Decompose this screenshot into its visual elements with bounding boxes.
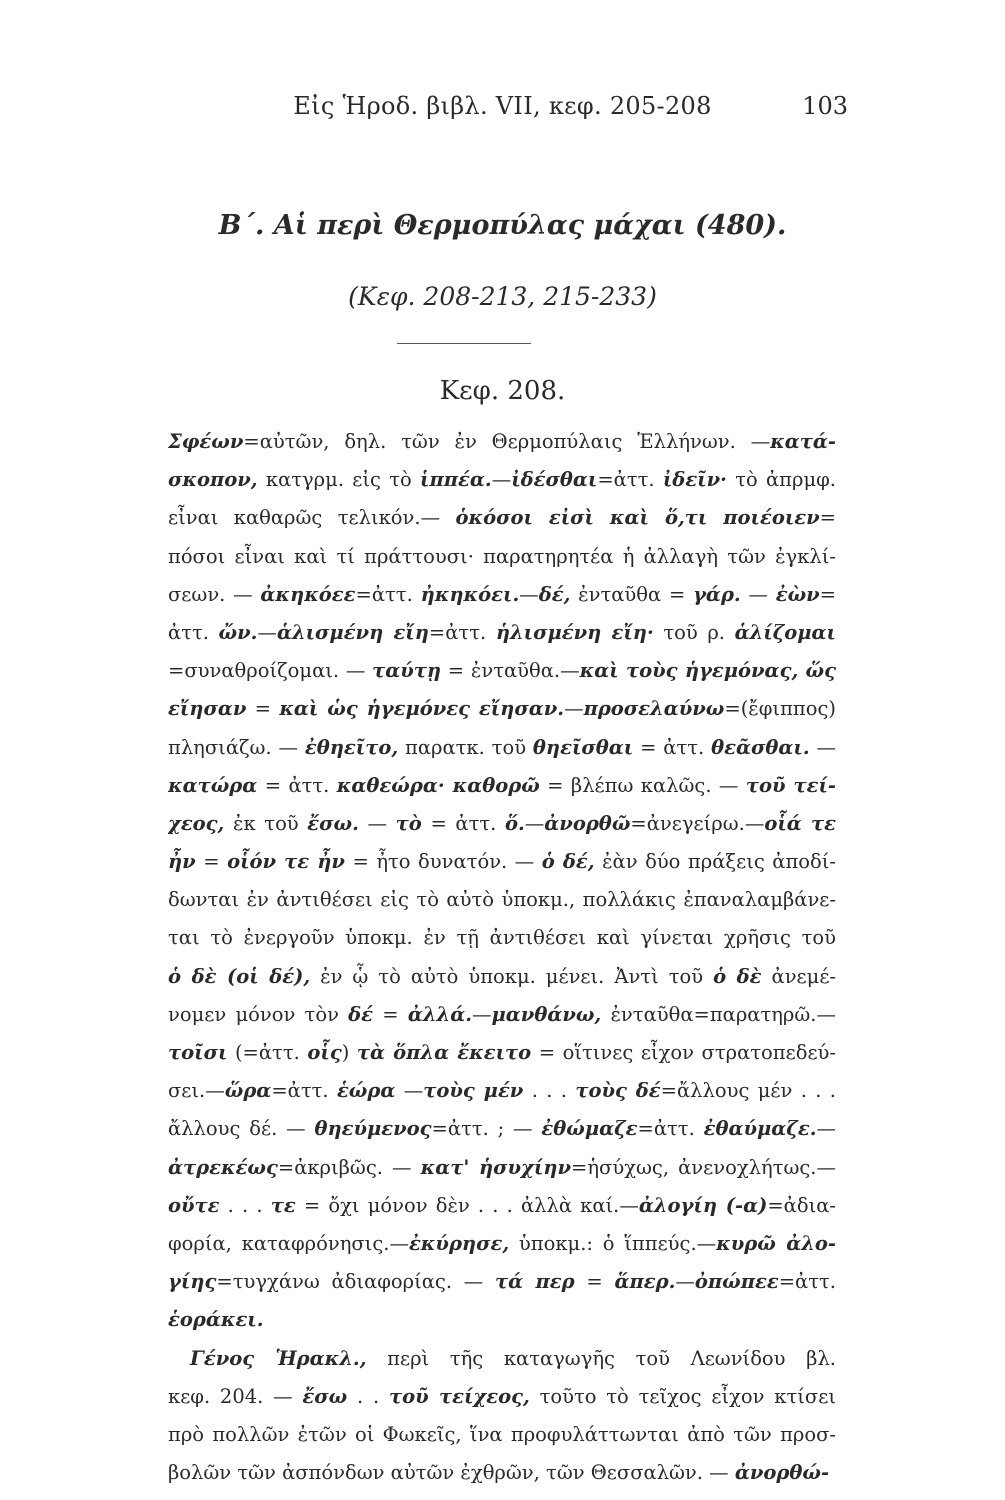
gloss: = — [574, 1270, 615, 1294]
text-line — [168, 690, 836, 728]
lemma: οἷά τε — [764, 811, 836, 835]
gloss: — — [809, 735, 836, 759]
text-line — [168, 958, 836, 996]
lemma: ὁκόσοι εἰσὶ καὶ ὅ,τι ποιέοιεν — [455, 506, 820, 530]
gloss: — — [816, 1117, 836, 1141]
gloss: =ἀττ. — [637, 1117, 704, 1141]
lemma: τε — [270, 1193, 296, 1217]
lemma: ἐὼν — [775, 582, 820, 606]
gloss: = ἀττ. — [257, 773, 337, 797]
text-line — [168, 1454, 836, 1492]
text-line — [168, 461, 836, 499]
gloss: = — [373, 1002, 408, 1026]
lemma: γίης — [168, 1270, 217, 1294]
lemma: καθεώρα· καθορῶ — [336, 773, 540, 797]
text-line — [168, 576, 836, 614]
text-line — [168, 1416, 836, 1454]
lemma: τὸ — [395, 811, 422, 835]
text-line — [168, 652, 836, 690]
lemma: δέ, — [538, 582, 571, 606]
gloss: = οἵτινες εἶχον στρατοπεδεύ- — [531, 1041, 836, 1064]
gloss: =συναθροίζομαι. — — [168, 659, 373, 683]
gloss: =ἄλλους μέν . . . — [660, 1079, 836, 1103]
text-line — [168, 423, 836, 461]
lemma: θηεύμενος — [314, 1117, 432, 1141]
gloss: =ἀκριβῶς. — — [277, 1155, 421, 1179]
text-line — [168, 767, 836, 805]
lemma: καὶ ὡς ἡγεμόνες εἴησαν. — [279, 697, 565, 721]
lemma: ὁ δὲ — [713, 964, 762, 988]
gloss: τοῦ ρ. — [653, 620, 735, 644]
lemma: οὔτε — [168, 1193, 220, 1217]
gloss: εἶναι καθαρῶς τελικόν.— — [168, 506, 456, 530]
lemma: ἦν — [168, 850, 196, 874]
running-title: Εἰς Ἡροδ. βιβλ. VII, κεφ. 205-208 — [293, 92, 712, 120]
gloss: — — [491, 468, 512, 492]
section-range: (Κεφ. 208-213, 215-233) — [348, 282, 657, 311]
text-line — [168, 729, 836, 767]
lemma: ἠκηκόει. — [420, 582, 520, 606]
gloss: ἀνεμέ- — [761, 964, 836, 988]
gloss: νομεν μόνον τὸν — [168, 1002, 349, 1026]
lemma: ἔσω. — [307, 811, 359, 835]
lemma: προσελαύνω — [583, 697, 725, 721]
gloss: ἐκ τοῦ — [224, 811, 308, 835]
gloss: — — [395, 1079, 424, 1103]
text-line — [168, 1378, 836, 1416]
gloss: — — [257, 620, 277, 644]
gloss: σεων. — — [168, 582, 261, 606]
lemma: ταύτῃ — [372, 659, 442, 683]
text-line — [168, 919, 836, 957]
gloss: — — [358, 811, 396, 835]
gloss: — — [524, 811, 545, 835]
gloss: = — [819, 582, 836, 606]
lemma: ἀνορθῶ — [544, 811, 631, 835]
gloss: (=ἀττ. — [227, 1041, 308, 1064]
text-line — [168, 1149, 836, 1187]
text-line — [168, 1110, 836, 1148]
lemma: ὤν. — [218, 620, 258, 644]
lemma: τοὺς μέν — [423, 1079, 524, 1103]
chapter-heading: Κεφ. 208. — [439, 376, 566, 406]
lemma: ἀλογίη (-α) — [638, 1193, 768, 1217]
gloss: τοῦτο τὸ τεῖχος εἶχον κτίσει — [529, 1384, 836, 1408]
lemma: ὁ δὲ (οἱ δέ), — [168, 964, 311, 988]
gloss: φορία, καταφρόνησις.— — [168, 1231, 409, 1255]
lemma: τοῦ τεί- — [745, 773, 836, 797]
gloss: βολῶν τῶν ἀσπόνδων αὐτῶν ἐχθρῶν, τῶν Θεσσαλῶν. — — [168, 1461, 735, 1485]
gloss: =ἀττ. — [778, 1270, 836, 1294]
gloss: = ἀττ. — [421, 811, 505, 835]
gloss: ὑποκμ.: ὁ ἵππεύς.— — [509, 1231, 717, 1255]
text-line — [168, 1034, 836, 1072]
text-line — [168, 614, 836, 652]
gloss: = — [819, 506, 836, 530]
gloss: ἐνταῦθα=παρατηρῶ.— — [601, 1002, 836, 1026]
lemma: ἀλλά. — [407, 1002, 473, 1026]
lemma: εἴησαν — [168, 697, 247, 721]
text-line — [168, 1301, 836, 1339]
lemma: ὁ δέ, — [541, 850, 595, 874]
lemma: ἑώρα — [336, 1079, 396, 1103]
gloss: — — [675, 1270, 695, 1294]
gloss: κεφ. 204. — — [168, 1384, 303, 1408]
separator-rule — [397, 343, 531, 344]
gloss: . . . — [219, 1193, 271, 1217]
text-line — [168, 1187, 836, 1225]
gloss: πλησιάζω. — — [168, 735, 305, 759]
lemma: ἰδεῖν· — [662, 468, 727, 492]
lemma: ἐκύρησε, — [408, 1231, 510, 1255]
gloss: = ὄχι μόνον δὲν . . . ἀλλὰ καί.— — [295, 1193, 639, 1217]
lemma: οἷς — [307, 1041, 342, 1064]
gloss: δωνται ἐν ἀντιθέσει εἰς τὸ αὐτὸ ὑποκμ., πολλάκις ἐπαναλαμβάνε- — [168, 888, 836, 912]
lemma: καὶ τοὺς ἡγεμόνας, ὥς — [579, 659, 836, 683]
gloss: = — [195, 850, 228, 874]
gloss: =τυγχάνω ἀδιαφορίας. — — [216, 1270, 496, 1294]
lemma: ἱππέα. — [420, 468, 492, 492]
lemma: ἑοράκει. — [168, 1308, 264, 1332]
lemma: ἐθηεῖτο, — [304, 735, 399, 759]
text-line — [168, 538, 836, 576]
gloss: σει.— — [168, 1079, 225, 1103]
gloss: περὶ τῆς καταγωγῆς τοῦ Λεωνίδου βλ. — [366, 1346, 836, 1370]
gloss: ἐν ᾧ τὸ αὐτὸ ὑποκμ. μένει. Ἀντὶ τοῦ — [310, 964, 714, 988]
lemma: ἁλισμένη εἴη — [276, 620, 429, 644]
gloss: = ἐνταῦθα.— — [441, 659, 580, 683]
gloss: — — [519, 582, 539, 606]
gloss: . . — [347, 1384, 389, 1408]
gloss: = — [246, 697, 280, 721]
text-line — [168, 1263, 836, 1301]
gloss: =αὐτῶν, δηλ. τῶν ἐν Θερμοπύλαις Ἑλλήνων. — — [243, 430, 771, 453]
gloss: =ἀττ. — [271, 1079, 337, 1103]
lemma: ἡλισμένη εἴη· — [495, 620, 654, 644]
lemma: κυρῶ ἀλο- — [716, 1231, 836, 1255]
lemma: οἷόν τε ἦν — [227, 850, 345, 874]
lemma: ἰδέσθαι — [511, 468, 598, 492]
lemma: τοῦ τείχεος, — [388, 1384, 530, 1408]
lemma: ὅ. — [505, 811, 525, 835]
gloss: τὸ ἀπρμφ. — [726, 468, 836, 492]
gloss: =ἀνεγείρω.— — [630, 811, 765, 835]
text-line — [168, 1225, 836, 1263]
lemma: τοὺς δέ — [575, 1079, 661, 1103]
text-line — [168, 881, 836, 919]
text-line — [168, 1072, 836, 1110]
gloss: παρατκ. τοῦ — [398, 735, 533, 759]
gloss: =ἀττ. — [428, 620, 496, 644]
lemma: ἀτρεκέως — [168, 1155, 278, 1179]
gloss: — — [564, 697, 584, 721]
lemma: θηεῖσθαι — [532, 735, 634, 759]
lemma: κατώρα — [168, 773, 258, 797]
gloss: ἀττ. — [168, 620, 219, 644]
text-line — [168, 843, 836, 881]
lemma: Γένος Ἡρακλ., — [190, 1346, 367, 1370]
lemma: Σφέων — [168, 430, 244, 453]
gloss: κατγρμ. εἰς τὸ — [257, 468, 421, 492]
text-line — [168, 499, 836, 537]
lemma: ἅπερ. — [614, 1270, 676, 1294]
gloss: . . . — [523, 1079, 576, 1103]
lemma: κατά- — [770, 430, 836, 453]
commentary-text — [168, 423, 836, 1492]
text-line — [168, 805, 836, 843]
lemma: ἀκηκόεε — [260, 582, 356, 606]
lemma: ἐθώμαζε — [541, 1117, 638, 1141]
gloss: πρὸ πολλῶν ἐτῶν οἱ Φωκεῖς, ἵνα προφυλάττωνται ἀπὸ τῶν προσ- — [168, 1422, 836, 1446]
lemma: ὀπώπεε — [694, 1270, 779, 1294]
gloss: =ἀδια- — [767, 1193, 836, 1217]
lemma: τὰ ὅπλα ἔκειτο — [356, 1041, 532, 1064]
gloss: ) — [341, 1041, 357, 1064]
gloss: ἄλλους δέ. — — [168, 1117, 315, 1141]
gloss: = βλέπω καλῶς. — — [539, 773, 746, 797]
lemma: θεᾶσθαι. — [711, 735, 810, 759]
gloss: ἐὰν δύο πράξεις ἀποδί- — [594, 850, 836, 874]
gloss: — — [740, 582, 776, 606]
running-head — [0, 92, 1005, 132]
page-number: 103 — [802, 92, 848, 120]
lemma: τά περ — [495, 1270, 575, 1294]
gloss: — — [472, 1002, 492, 1026]
gloss: =ἀττ. — [597, 468, 663, 492]
gloss: ται τὸ ἐνεργοῦν ὑποκμ. ἐν τῇ ἀντιθέσει καὶ γίνεται χρῆσις τοῦ — [168, 926, 836, 950]
gloss: = ἦτο δυνατόν. — — [344, 850, 542, 874]
gloss: =ἀττ. ; — — [431, 1117, 542, 1141]
lemma: σκοπον, — [168, 468, 258, 492]
lemma: κατ' ἡσυχίην — [420, 1155, 572, 1179]
lemma: ὥρα — [224, 1079, 272, 1103]
lemma: δέ — [348, 1002, 374, 1026]
lemma: μανθάνω, — [491, 1002, 602, 1026]
section-heading: Β΄. Αἱ περὶ Θερμοπύλας μάχαι (480). — [218, 210, 787, 241]
lemma: ἁλίζομαι — [734, 620, 836, 644]
gloss: πόσοι εἶναι καὶ τί πράττουσι· παρατηρητέα ἡ ἀλλαγὴ τῶν ἐγκλί- — [168, 544, 836, 568]
lemma: ἀνορθώ- — [734, 1461, 830, 1485]
gloss: ἐνταῦθα = — [570, 582, 694, 606]
lemma: ἔσω — [302, 1384, 348, 1408]
gloss: =ἡσύχως, ἀνενοχλήτως.— — [571, 1155, 836, 1179]
lemma: τοῖσι — [168, 1041, 228, 1064]
text-line — [168, 1340, 836, 1378]
lemma: χεος, — [168, 811, 225, 835]
gloss: = ἀττ. — [633, 735, 712, 759]
lemma: γάρ. — [693, 582, 741, 606]
text-line — [168, 996, 836, 1034]
gloss: =ἀττ. — [355, 582, 421, 606]
gloss: =(ἔφιππος) — [724, 697, 836, 721]
lemma: ἐθαύμαζε. — [703, 1117, 817, 1141]
